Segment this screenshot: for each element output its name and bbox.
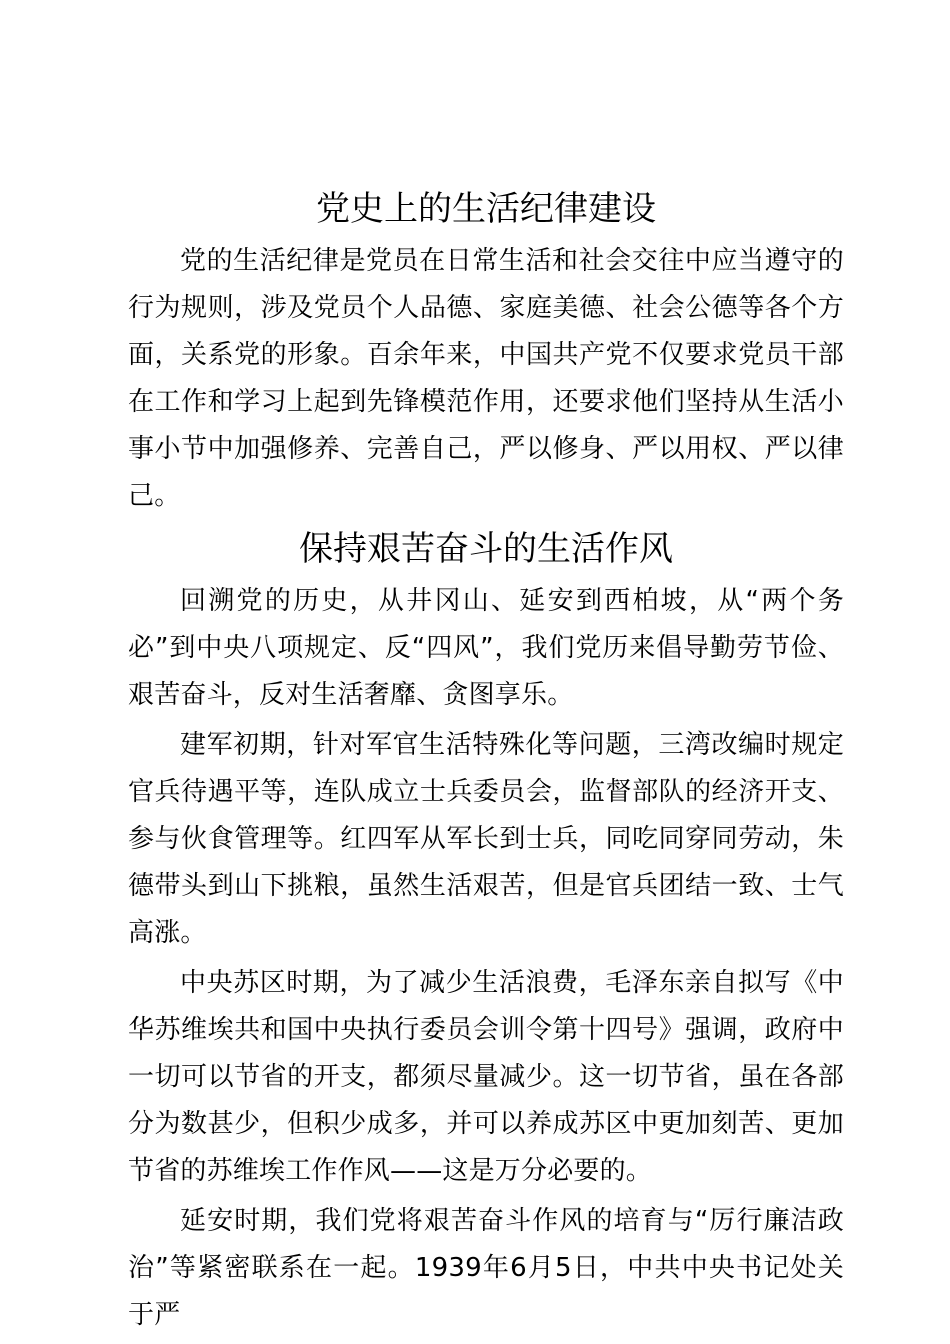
section-title: 保持艰苦奋斗的生活作风 bbox=[299, 529, 673, 569]
intro-paragraph: 党的生活纪律是党员在日常生活和社会交往中应当遵守的行为规则，涉及党员个人品德、家庭美德、社会公德等各个方面，关系党的形象。百余年来，中国共产党不仅要求党员干部在工作和学习上起到先锋模范作用，还要求他们坚持从生活小事小节中加强修养、完善自己，严以修身、严以用权、严以律己。 bbox=[128, 246, 844, 511]
document-page bbox=[128, 180, 844, 1339]
body-paragraph: 延安时期，我们党将艰苦奋斗作风的培育与“厉行廉洁政治”等紧密联系在一起。1939年6月5日，中共中央书记处关于严 bbox=[128, 1206, 844, 1330]
document-title: 党史上的生活纪律建设 bbox=[316, 189, 656, 229]
body-paragraph: 建军初期，针对军官生活特殊化等问题，三湾改编时规定官兵待遇平等，连队成立士兵委员会，监督部队的经济开支、参与伙食管理等。红四军从军长到士兵，同吃同穿同劳动，朱德带头到山下挑粮，虽然生活艰苦，但是官兵团结一致、士气高涨。 bbox=[128, 730, 844, 948]
body-paragraph: 回溯党的历史，从井冈山、延安到西柏坡，从“两个务必”到中央八项规定、反“四风”，我们党历来倡导勤劳节俭、艰苦奋斗，反对生活奢靡、贪图享乐。 bbox=[128, 586, 844, 710]
body-paragraph: 中央苏区时期，为了减少生活浪费，毛泽东亲自拟写《中华苏维埃共和国中央执行委员会训令第十四号》强调，政府中一切可以节省的开支，都须尽量减少。这一切节省，虽在各部分为数甚少，但积少成多，并可以养成苏区中更加刻苦、更加节省的苏维埃工作作风——这是万分必要的。 bbox=[128, 968, 844, 1186]
